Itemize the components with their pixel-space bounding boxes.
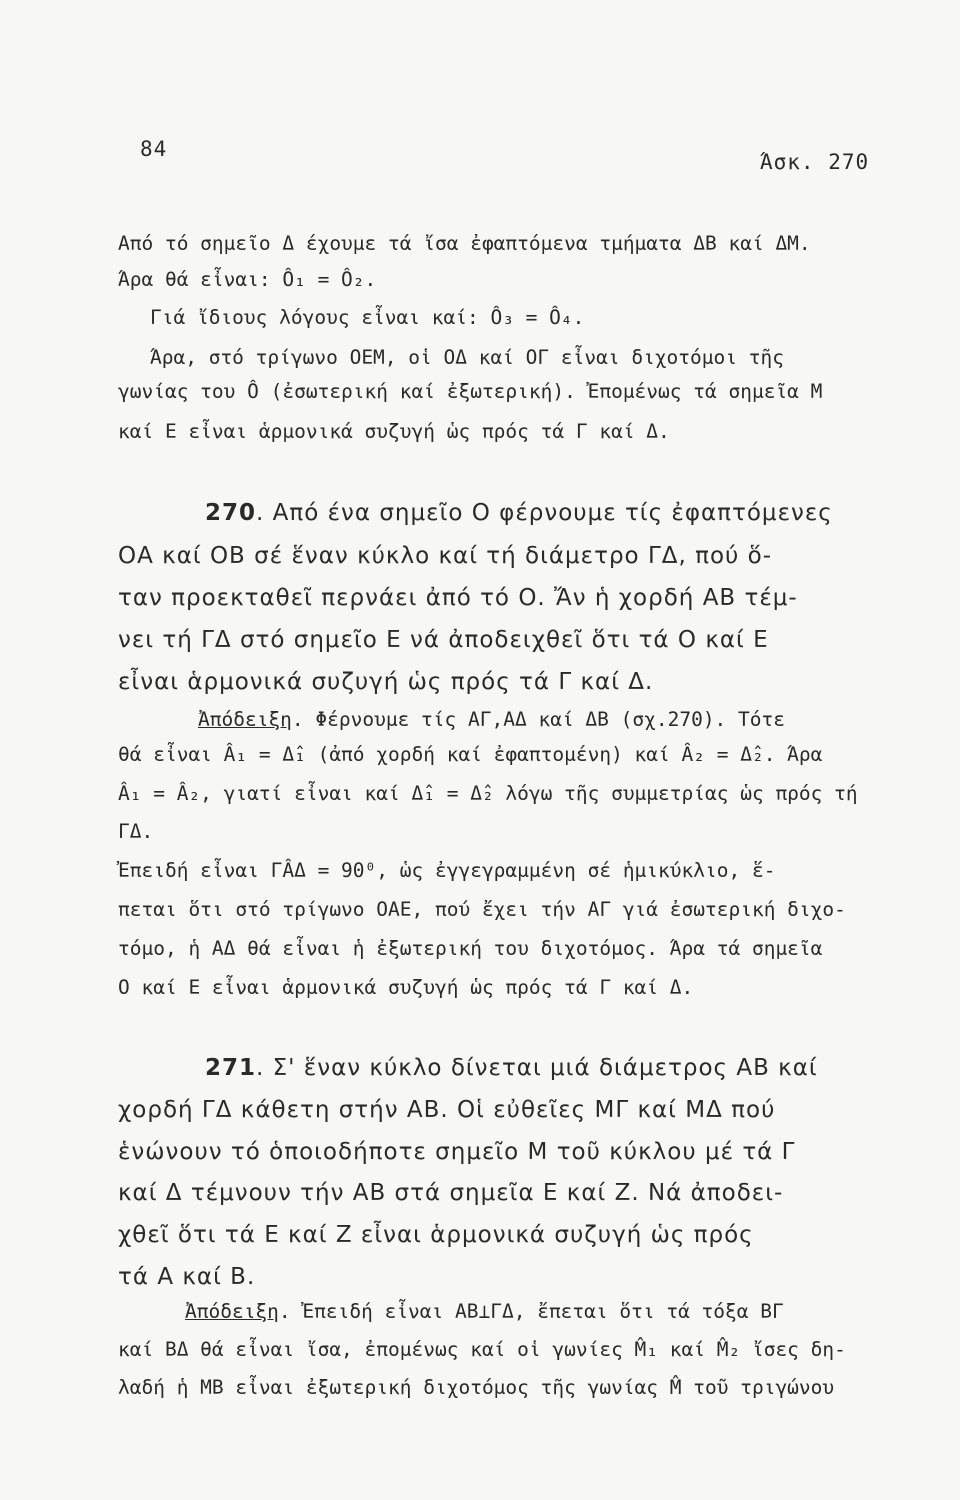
text-line: Γιά ἴδιους λόγους εἶναι καί: Ô₃ = Ô₄.	[150, 306, 585, 329]
proof-text-line: λαδή ἡ ΜΒ εἶναι ἐξωτερική διχοτόμος τῆς γωνίας M̂ τοῦ τριγώνου	[118, 1376, 835, 1399]
problem-text-line: τά Α καί Β.	[118, 1264, 256, 1290]
page-number: 84	[140, 137, 168, 161]
problem-text-line: χορδή ΓΔ κάθετη στήν ΑΒ. Οἱ εὐθεῖες ΜΓ καί ΜΔ πού	[118, 1097, 776, 1123]
problem-text-line: εἶναι ἁρμονικά συζυγή ὡς πρός τά Γ καί Δ.	[118, 669, 654, 695]
proof-label: Ἀπόδειξη	[185, 1300, 279, 1323]
problem-271-statement-line: 271. Σ' ἕναν κύκλο δίνεται μιά διάμετρος ΑΒ καί	[205, 1055, 818, 1081]
problem-text-line: ταν προεκταθεῖ περνάει ἀπό τό Ο. Ἄν ἡ χορδή ΑΒ τέμ-	[118, 585, 798, 611]
proof-text-line: Ἐπειδή εἶναι ΓÂΔ = 90⁰, ὡς ἐγγεγραμμένη σέ ἡμικύκλιο, ἕ-	[118, 859, 776, 882]
proof-text-line: θά εἶναι Â₁ = Δ̂₁ (ἀπό χορδή καί ἐφαπτομένη) καί Â₂ = Δ̂₂. Άρα	[118, 743, 823, 766]
text-line: Άρα, στό τρίγωνο ΟΕΜ, οἱ ΟΔ καί ΟΓ εἶναι διχοτόμοι τῆς	[150, 346, 784, 369]
proof-label: Ἀπόδειξη	[198, 708, 292, 731]
proof-text-line: Â₁ = Â₂, γιατί εἶναι καί Δ̂₁ = Δ̂₂ λόγω τῆς συμμετρίας ὡς πρός τή	[118, 782, 858, 805]
problem-270-statement-line: 270. Από ένα σημεῖο Ο φέρνουμε τίς ἐφαπτόμενες	[205, 500, 833, 526]
text-line: γωνίας του Ô (ἐσωτερική καί ἐξωτερική). Ἐπομένως τά σημεῖα Μ	[118, 380, 823, 403]
problem-text-line: ἑνώνουν τό ὁποιοδήποτε σημεῖο Μ τοῦ κύκλου μέ τά Γ	[118, 1139, 796, 1165]
problem-text-line: χθεῖ ὅτι τά Ε καί Ζ εἶναι ἁρμονικά συζυγή ὡς πρός	[118, 1222, 754, 1248]
problem-number: 271	[205, 1055, 257, 1081]
text-line: Από τό σημεῖο Δ έχουμε τά ἴσα ἐφαπτόμενα τμήματα ΔΒ καί ΔΜ.	[118, 232, 811, 255]
proof-text-line: πεται ὅτι στό τρίγωνο ΟΑΕ, πού ἔχει τήν ΑΓ γιά ἐσωτερική διχο-	[118, 898, 846, 921]
proof-heading-line: Ἀπόδειξη. Φέρνουμε τίς ΑΓ,ΑΔ καί ΔΒ (σχ.270). Τότε	[198, 708, 786, 731]
proof-text-line: τόμο, ἡ ΑΔ θά εἶναι ἡ ἐξωτερική του διχοτόμος. Άρα τά σημεῖα	[118, 937, 823, 960]
running-head: Άσκ. 270	[760, 150, 870, 174]
problem-text-line: νει τή ΓΔ στό σημεῖο Ε νά ἀποδειχθεῖ ὅτι τά Ο καί Ε	[118, 627, 769, 653]
proof-heading-line: Ἀπόδειξη. Ἐπειδή εἶναι ΑΒ⊥ΓΔ, ἔπεται ὅτι τά τόξα ΒΓ	[185, 1300, 784, 1323]
proof-text-line: καί ΒΔ θά εἶναι ἴσα, ἐπομένως καί οἱ γωνίες M̂₁ καί M̂₂ ἴσες δη-	[118, 1338, 846, 1361]
problem-text-line: καί Δ τέμνουν τήν ΑΒ στά σημεῖα Ε καί Ζ. Νά ἀποδει-	[118, 1180, 784, 1206]
problem-number: 270	[205, 500, 257, 526]
proof-text-line: ΓΔ.	[118, 820, 154, 843]
text-line: Άρα θά εἶναι: Ô₁ = Ô₂.	[118, 268, 377, 291]
text-line: καί Ε εἶναι ἁρμονικά συζυγή ὡς πρός τά Γ καί Δ.	[118, 420, 670, 443]
problem-text-line: ΟΑ καί ΟΒ σέ ἕναν κύκλο καί τή διάμετρο ΓΔ, πού ὅ-	[118, 543, 773, 569]
proof-text-line: Ο καί Ε εἶναι ἁρμονικά συζυγή ὡς πρός τά Γ καί Δ.	[118, 976, 694, 999]
